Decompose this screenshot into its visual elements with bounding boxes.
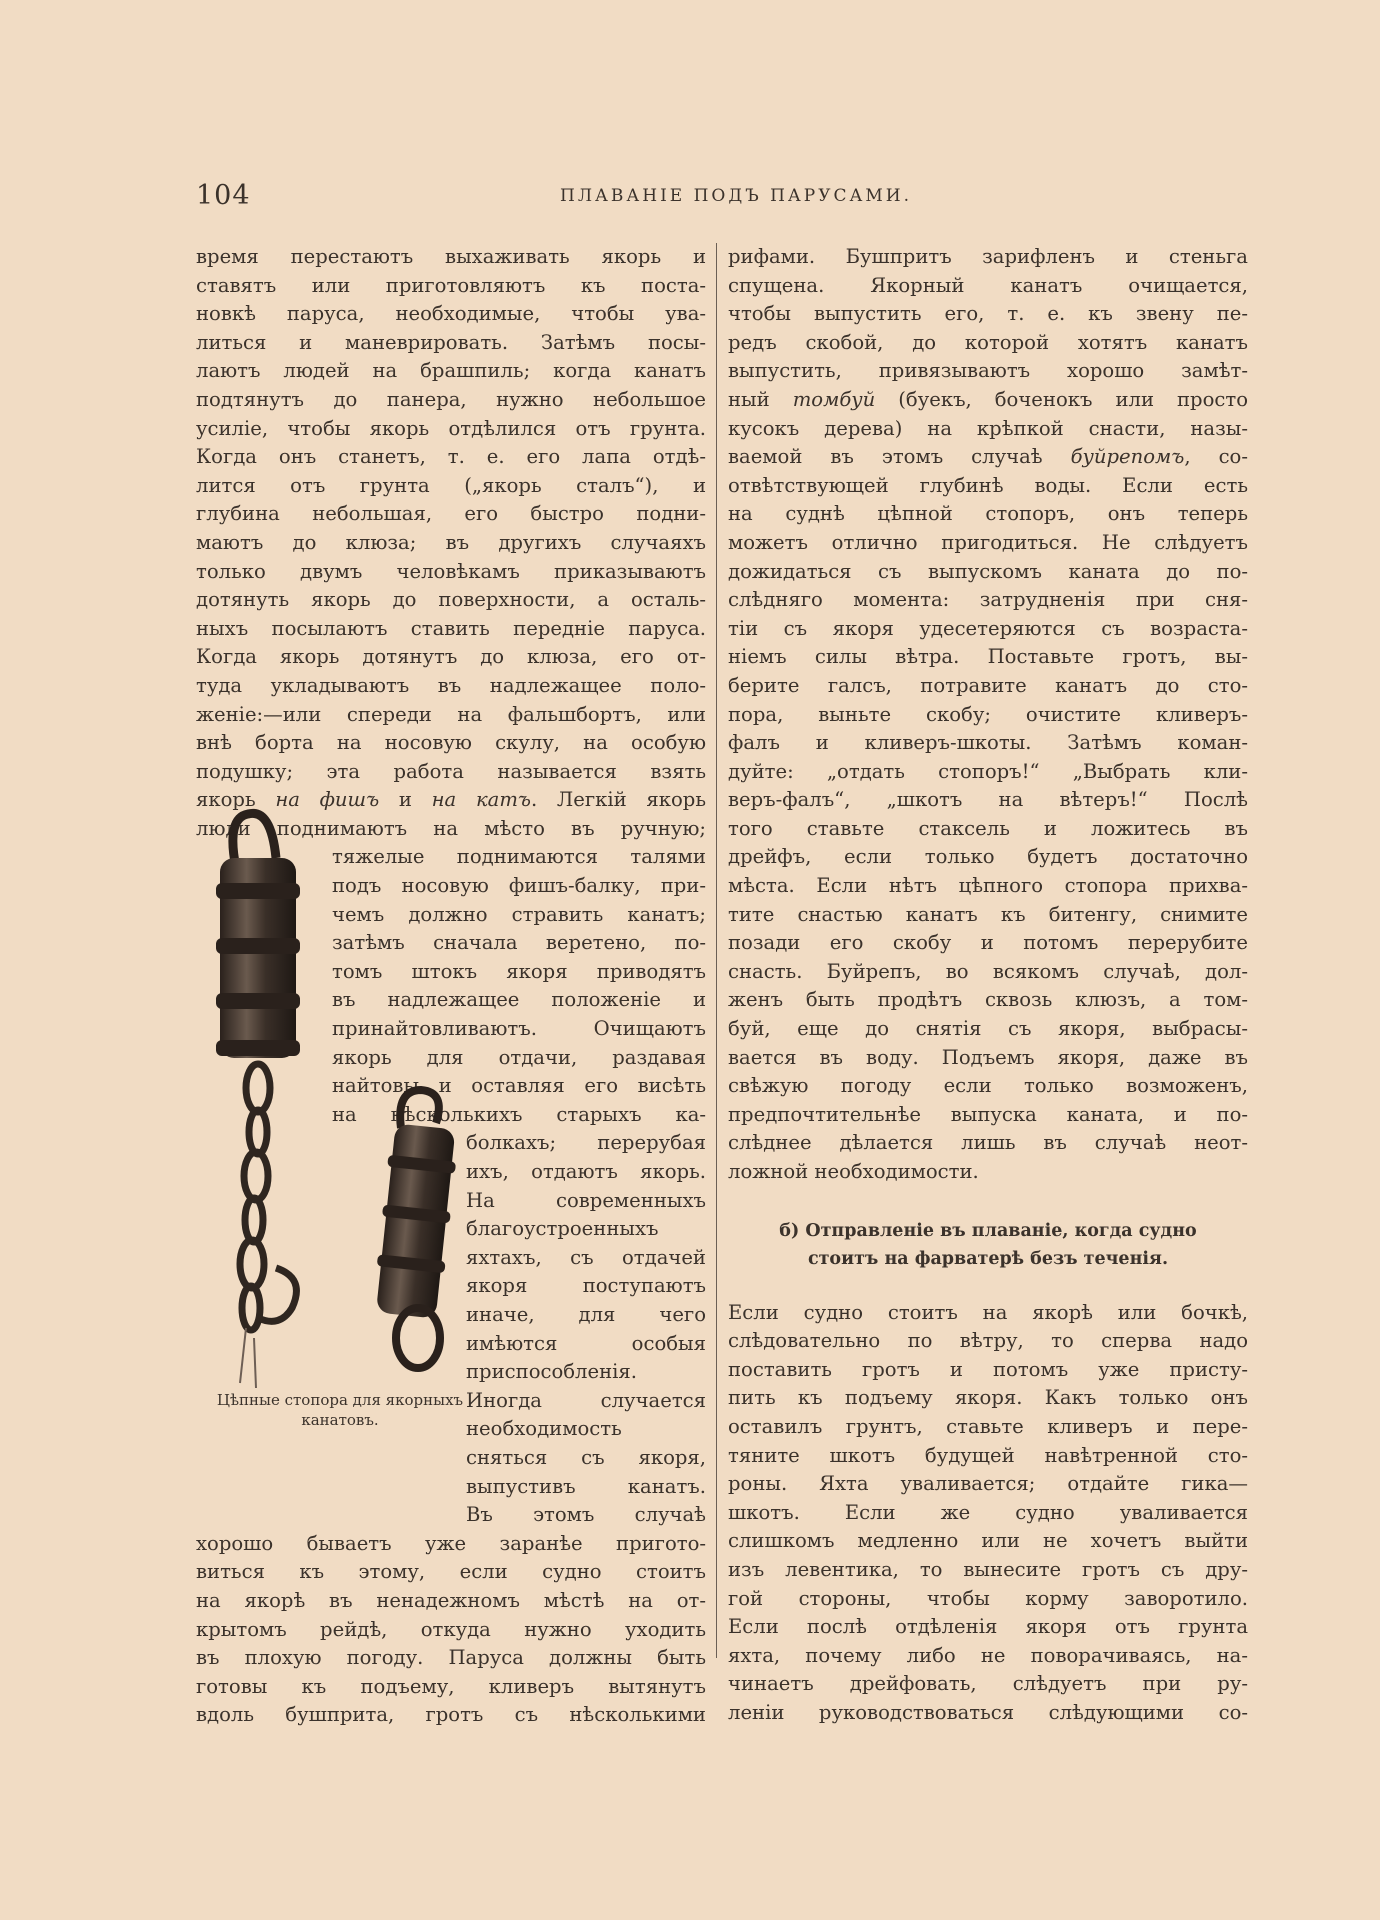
text-line: ложной необходимости. — [728, 1160, 979, 1183]
text-line: дрейфъ, если только будетъ достаточно — [728, 845, 1248, 869]
section-heading-line-1: б) Отправленіе въ плаваніе, когда судно — [779, 1220, 1197, 1241]
text-line: на якорѣ въ ненадежномъ мѣстѣ на от- — [196, 1588, 706, 1612]
text-line: снасть. Буйрепъ, во всякомъ случаѣ, дол- — [728, 959, 1248, 983]
text-line: отвѣтствующей глубинѣ воды. Если есть — [728, 473, 1248, 497]
figure-caption: Цѣпные стопора для якорныхъ канатовъ. — [216, 1391, 464, 1429]
text-line: спущена. Якорный канатъ очищается, — [728, 273, 1248, 297]
text-line: дуйте: „отдать стопоръ!“ „Выбрать кли- — [728, 759, 1248, 783]
text-line: приспособленія. — [466, 1360, 638, 1384]
text-line: люди поднимаютъ на мѣсто въ ручную; — [196, 816, 706, 840]
text-line: принайтовливаютъ. Очищаютъ — [332, 1017, 706, 1041]
text-line: чтобы выпустить его, т. е. къ звену пе- — [728, 302, 1248, 326]
text-line: можетъ отлично пригодиться. Не слѣдуетъ — [728, 530, 1248, 554]
text-line: яхтахъ, съ отдачей — [466, 1245, 706, 1269]
text-line: благоустроенныхъ — [466, 1217, 659, 1241]
text-line: поставить гротъ и потомъ уже присту- — [728, 1357, 1248, 1381]
text-line: время перестаютъ выхаживать якорь и — [196, 245, 706, 268]
italic-term-na-fish: на фишъ — [275, 788, 380, 812]
text-line: найтовы и оставляя его висѣть — [332, 1074, 706, 1098]
left-bottom-lines — [196, 1530, 706, 1730]
column-rule — [716, 243, 717, 1658]
text-line: лаютъ людей на брашпиль; когда канатъ — [196, 359, 706, 383]
text-line-tombuy — [728, 386, 1248, 415]
text-line: леніи руководствоваться слѣдующими со- — [728, 1700, 1248, 1724]
text-line: буй, еще до снятія съ якоря, выбрасы- — [728, 1017, 1248, 1041]
text-line: слѣднее дѣлается лишь въ случаѣ неот- — [728, 1131, 1248, 1155]
italic-term-tombuy: томбуй — [792, 387, 876, 411]
text-line: въ надлежащее положеніе и — [332, 988, 706, 1012]
text-line: гой стороны, чтобы корму заворотило. — [728, 1586, 1248, 1610]
text-line: мѣста. Если нѣтъ цѣпного стопора прихва- — [728, 874, 1248, 898]
text-line: внѣ борта на носовую скулу, на особую — [196, 731, 706, 755]
text-line: слѣдовательно по вѣтру, то сперва надо — [728, 1329, 1248, 1353]
text-line: ихъ, отдаютъ якорь. — [466, 1160, 706, 1183]
text-line: Если послѣ отдѣленія якоря отъ грунта — [728, 1615, 1248, 1639]
text-line: дожидаться съ выпускомъ каната до по- — [728, 559, 1248, 583]
text-line: глубина небольшая, его быстро подни- — [196, 502, 706, 526]
text-line: Когда якорь дотянутъ до клюза, его от- — [196, 645, 706, 669]
text-line: подъ носовую фишъ-балку, при- — [332, 874, 706, 898]
text-line: редъ скобой, до которой хотятъ канатъ — [728, 330, 1248, 354]
text-span: ный — [728, 387, 793, 411]
text-line: чинаетъ дрейфовать, слѣдуетъ при ру- — [728, 1672, 1248, 1696]
text-line: дотянуть якорь до поверхности, а осталь- — [196, 588, 706, 612]
text-line: тяжелые поднимаются талями — [332, 845, 706, 869]
text-line: веръ-фалъ“, „шкотъ на вѣтеръ!“ Послѣ — [728, 788, 1248, 812]
text-line: болкахъ; перерубая — [466, 1131, 706, 1155]
text-line: подтянутъ до панера, нужно небольшое — [196, 387, 706, 411]
text-line: ныхъ посылаютъ ставить передніе паруса. — [196, 616, 706, 640]
text-line: усиліе, чтобы якорь отдѣлился отъ грунта. — [196, 416, 706, 440]
text-span: и — [379, 788, 432, 812]
text-line: иначе, для чего — [466, 1302, 706, 1326]
right-lines-c — [728, 472, 1248, 1187]
text-line: пора, выньте скобу; очистите кливеръ- — [728, 702, 1248, 726]
italic-term-buyrep: буйрепомъ — [1070, 445, 1185, 469]
text-line: Въ этомъ случаѣ — [466, 1503, 706, 1527]
text-line: сняться съ якоря, — [466, 1445, 706, 1469]
section-heading-line-2: стоитъ на фарватерѣ безъ теченія. — [807, 1248, 1169, 1269]
text-line: выпустить, привязываютъ хорошо замѣт- — [728, 359, 1248, 383]
right-column — [728, 243, 1248, 1728]
text-line: яхта, почему либо не поворачиваясь, на- — [728, 1643, 1248, 1667]
text-line: женіе:—или спереди на фальшбортъ, или — [196, 702, 706, 726]
text-line: рифами. Бушпритъ зарифленъ и стеньга — [728, 245, 1248, 268]
text-line: ставятъ или приготовляютъ къ поста- — [196, 273, 706, 297]
text-line: слѣдняго момента: затрудненія при сня- — [728, 588, 1248, 612]
text-line: берите галсъ, потравите канатъ до сто- — [728, 673, 1248, 697]
text-line: лится отъ грунта („якорь сталъ“), и — [196, 473, 706, 497]
text-line: вдоль бушприта, гротъ съ нѣсколькими — [196, 1703, 706, 1727]
italic-term-na-kat: на катъ — [431, 788, 531, 812]
text-line: готовы къ подъему, кливеръ вытянутъ — [196, 1674, 706, 1698]
text-line: тите снастью канатъ къ битенгу, снимите — [728, 902, 1248, 926]
text-line: слишкомъ медленно или не хочетъ выйти — [728, 1529, 1248, 1553]
text-line: изъ левентика, то вынесите гротъ съ дру- — [728, 1557, 1248, 1581]
text-line: вается въ воду. Подъемъ якоря, даже въ — [728, 1045, 1248, 1069]
text-line: свѣжую погоду если только возможенъ, — [728, 1074, 1248, 1098]
text-line: оставилъ грунтъ, ставьте кливеръ и пере- — [728, 1414, 1248, 1438]
text-line: на суднѣ цѣпной стопоръ, онъ теперь — [728, 502, 1248, 526]
text-line: Иногда случается — [466, 1388, 706, 1412]
right-lines-d — [728, 1299, 1248, 1728]
text-line: якоря поступаютъ — [466, 1274, 706, 1298]
text-line-buyrep — [728, 443, 1248, 472]
stopper-left-icon — [216, 813, 300, 1388]
text-line: якорь для отдачи, раздавая — [332, 1045, 706, 1069]
text-line: тяните шкотъ будущей навѣтренной сто- — [728, 1443, 1248, 1467]
text-line: фалъ и кливеръ-шкоты. Затѣмъ коман- — [728, 731, 1248, 755]
text-line: На современныхъ — [466, 1188, 706, 1212]
stopper-right-icon — [376, 1090, 456, 1368]
text-line: маютъ до клюза; въ другихъ случаяхъ — [196, 530, 706, 554]
text-line: роны. Яхта уваливается; отдайте гика— — [728, 1472, 1248, 1496]
text-span: . Легкій якорь — [530, 788, 706, 812]
chain-stopper-illustration — [196, 808, 476, 1408]
text-span: ваемой въ этомъ случаѣ — [728, 445, 1071, 469]
text-line: туда укладываютъ въ надлежащее поло- — [196, 673, 706, 697]
text-line: Когда онъ станетъ, т. е. его лапа отдѣ- — [196, 445, 706, 469]
text-line: имѣются особыя — [466, 1331, 706, 1355]
text-line: женъ быть продѣтъ сквозь клюзъ, а том- — [728, 988, 1248, 1012]
text-line: литься и маневрировать. Затѣмъ посы- — [196, 330, 706, 354]
text-line: позади его скобу и потомъ перерубите — [728, 931, 1248, 955]
text-line: выпустивъ канатъ. — [466, 1474, 706, 1498]
running-head: ПЛАВАНІЕ ПОДЪ ПАРУСАМИ. — [560, 186, 913, 206]
text-line: Если судно стоитъ на якорѣ или бочкѣ, — [728, 1300, 1248, 1324]
text-line: пить къ подъему якоря. Какъ только онъ — [728, 1386, 1248, 1410]
text-line: новкѣ паруса, необходимые, чтобы ува- — [196, 302, 706, 326]
text-line: необходимость — [466, 1417, 622, 1441]
text-line: въ плохую погоду. Паруса должны быть — [196, 1646, 706, 1670]
right-lines-a — [728, 243, 1248, 386]
text-line: крытомъ рейдѣ, откуда нужно уходить — [196, 1617, 706, 1641]
text-line: того ставьте стаксель и ложитесь въ — [728, 816, 1248, 840]
text-line: на нѣсколькихъ старыхъ ка- — [332, 1102, 706, 1126]
left-top-lines — [196, 243, 706, 786]
text-line: ніемъ силы вѣтра. Поставьте гротъ, вы- — [728, 645, 1248, 669]
text-line: предпочтительнѣе выпуска каната, и по- — [728, 1102, 1248, 1126]
text-line: хорошо бываетъ уже заранѣе пригото- — [196, 1531, 706, 1555]
text-line: кусокъ дерева) на крѣпкой снасти, назы- — [728, 416, 1248, 440]
text-span: якорь — [196, 788, 276, 812]
text-line: только двумъ человѣкамъ приказываютъ — [196, 559, 706, 583]
text-line: чемъ должно стравить канатъ; — [332, 902, 706, 926]
text-line: шкотъ. Если же судно уваливается — [728, 1500, 1248, 1524]
text-line: виться къ этому, если судно стоитъ — [196, 1560, 706, 1584]
text-line: тіи съ якоря удесетеряются съ возраста- — [728, 616, 1248, 640]
text-line: затѣмъ сначала веретено, по- — [332, 931, 706, 955]
section-heading — [728, 1217, 1248, 1273]
text-line: подушку; эта работа называется взять — [196, 759, 706, 783]
text-span: , со- — [1184, 445, 1248, 469]
text-span: (буекъ, боченокъ или просто — [875, 387, 1248, 411]
text-line: томъ штокъ якоря приводятъ — [332, 959, 706, 983]
page-number: 104 — [196, 180, 251, 211]
